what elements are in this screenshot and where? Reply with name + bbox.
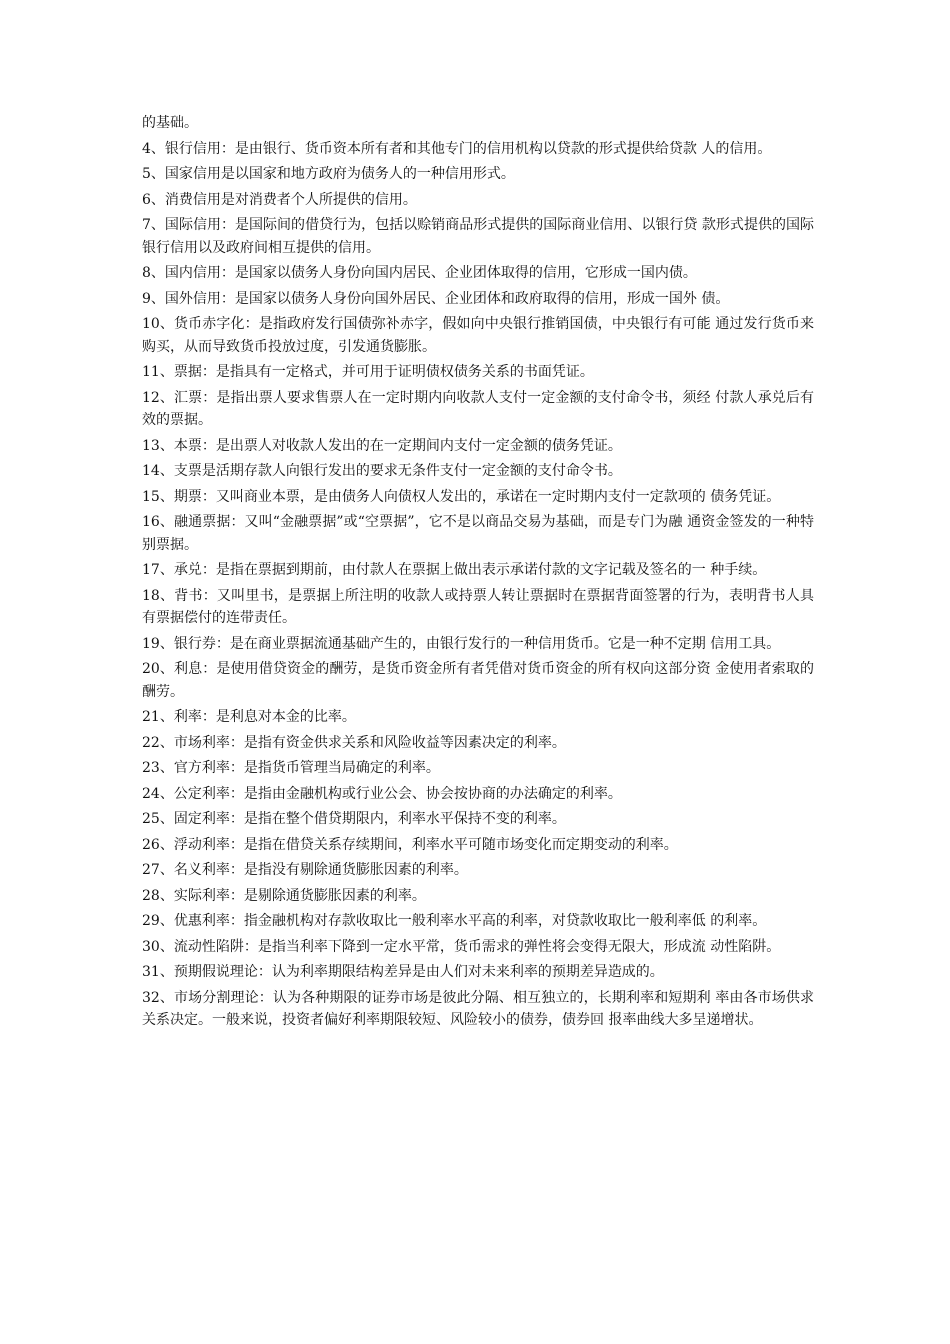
paragraph-banknote: 19、银行券：是在商业票据流通基础产生的，由银行发行的一种信用货币。它是一种不定期 信用工具。 <box>142 635 781 652</box>
paragraph-market-segmentation: 32、市场分割理论：认为各种期限的证券市场是彼此分隔、相互独立的，长期利率和短期利 率由各市场供求关系决定。一般来说，投资者偏好利率期限较短、风险较小的债券，债券回 报率曲线大多呈递增状。 <box>142 989 814 1028</box>
paragraph-interest: 20、利息：是使用借贷资金的酬劳，是货币资金所有者凭借对货币资金的所有权向这部分资 金使用者索取的酬劳。 <box>142 661 814 700</box>
paragraph-international-credit: 7、国际信用：是国际间的借贷行为，包括以赊销商品形式提供的国际商业信用、以银行贷 款形式提供的国际银行信用以及政府间相互提供的信用。 <box>142 217 814 256</box>
paragraph-deficit-monetization: 10、货币赤字化：是指政府发行国债弥补赤字，假如向中央银行推销国债，中央银行有可能 通过发行货币来购买，从而导致货币投放过度，引发通货膨胀。 <box>142 316 814 355</box>
paragraph-endorsement: 18、背书：又叫里书，是票据上所注明的收款人或持票人转让票据时在票据背面签署的行为，表明背书人具有票据偿付的连带责任。 <box>142 587 814 626</box>
paragraph-official-rate: 23、官方利率：是指货币管理当局确定的利率。 <box>142 760 440 776</box>
paragraph-draft: 12、汇票：是指出票人要求售票人在一定时期内向收款人支付一定金额的支付命令书，须经 付款人承兑后有效的票据。 <box>142 389 814 428</box>
paragraph-agreed-rate: 24、公定利率：是指由金融机构或行业公会、协会按协商的办法确定的利率。 <box>142 785 622 802</box>
paragraph-expectations-theory: 31、预期假说理论：认为利率期限结构差异是由人们对未来利率的预期差异造成的。 <box>142 964 664 980</box>
paragraph-floating-rate: 26、浮动利率：是指在借贷关系存续期间，利率水平可随市场变化而定期变动的利率。 <box>142 836 678 853</box>
paragraph-interest-rate: 21、利率：是利息对本金的比率。 <box>142 709 356 725</box>
paragraph-accommodation-bill: 16、融通票据：又叫“金融票据”或“空票据”，它不是以商品交易为基础，而是专门为融 通资金签发的一种特别票据。 <box>142 514 814 553</box>
paragraph-liquidity-trap: 30、流动性陷阱：是指当利率下降到一定水平常，货币需求的弹性将会变得无限大，形成流 动性陷阱。 <box>142 938 781 955</box>
paragraph-time-note: 15、期票：又叫商业本票，是由债务人向债权人发出的，承诺在一定时期内支付一定款项的 债务凭证。 <box>142 488 781 505</box>
paragraph-consumer-credit: 6、消费信用是对消费者个人所提供的信用。 <box>142 191 417 208</box>
paragraph-domestic-credit: 8、国内信用：是国家以债务人身份向国内居民、企业团体取得的信用，它形成一国内债。 <box>142 265 697 281</box>
paragraph-acceptance: 17、承兑：是指在票据到期前，由付款人在票据上做出表示承诺付款的文字记载及签名的一 种手续。 <box>142 562 767 578</box>
paragraph-state-credit: 5、国家信用是以国家和地方政府为债务人的一种信用形式。 <box>142 166 515 182</box>
paragraph-cheque: 14、支票是活期存款人向银行发出的要求无条件支付一定金额的支付命令书。 <box>142 463 622 479</box>
paragraph-fixed-rate: 25、固定利率：是指在整个借贷期限内，利率水平保持不变的利率。 <box>142 811 566 827</box>
paragraph-bank-credit: 4、银行信用：是由银行、货币资本所有者和其他专门的信用机构以贷款的形式提供给贷款 人的信用。 <box>142 140 772 157</box>
paragraph-preferential-rate: 29、优惠利率：指金融机构对存款收取比一般利率水平高的利率，对贷款收取比一般利率低 的利率。 <box>142 913 767 929</box>
paragraph-promissory-note: 13、本票：是出票人对收款人发出的在一定期间内支付一定金额的债务凭证。 <box>142 437 622 454</box>
paragraph-continuation: 的基础。 <box>142 115 198 131</box>
paragraph-market-rate: 22、市场利率：是指有资金供求关系和风险收益等因素决定的利率。 <box>142 734 566 751</box>
document-page <box>142 112 814 1035</box>
paragraph-foreign-credit: 9、国外信用：是国家以债务人身份向国外居民、企业团体和政府取得的信用，形成一国外 债。 <box>142 290 730 307</box>
paragraph-nominal-rate: 27、名义利率：是指没有剔除通货膨胀因素的利率。 <box>142 862 468 878</box>
paragraph-bill: 11、票据：是指具有一定格式，并可用于证明债权债务关系的书面凭证。 <box>142 364 594 380</box>
paragraph-real-rate: 28、实际利率：是剔除通货膨胀因素的利率。 <box>142 887 426 904</box>
